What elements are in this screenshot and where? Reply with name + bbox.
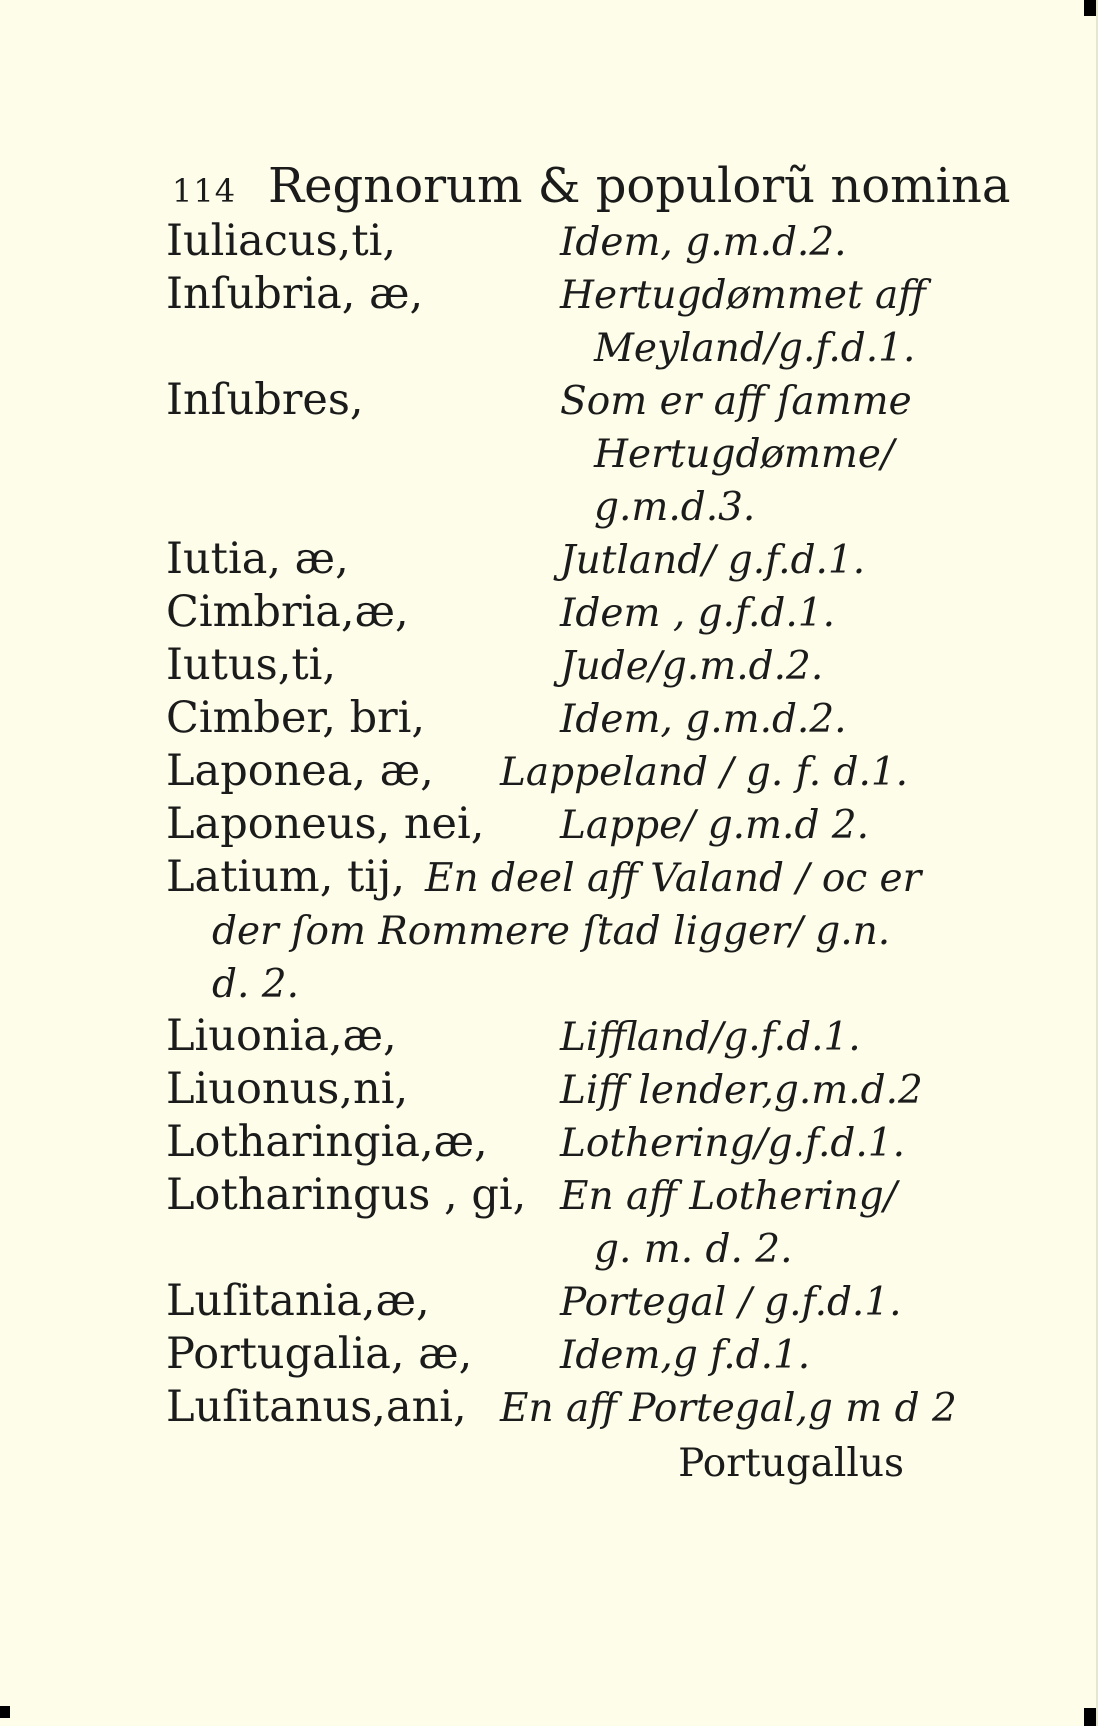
latin-term: Latium, tij, xyxy=(166,852,406,902)
entry-row xyxy=(160,1276,960,1329)
entry-row xyxy=(160,746,960,799)
danish-gloss: Jude/g.m.d.2. xyxy=(560,644,824,689)
entry-row xyxy=(160,428,960,481)
entry-row xyxy=(160,1011,960,1064)
danish-gloss: Lothering/g.f.d.1. xyxy=(560,1121,905,1166)
danish-gloss: Idem , g.f.d.1. xyxy=(560,591,835,636)
danish-gloss: d. 2. xyxy=(212,962,299,1007)
entry-row xyxy=(160,1329,960,1382)
danish-gloss: Liffland/g.f.d.1. xyxy=(560,1015,861,1060)
danish-gloss: Liff lender,g.m.d.2 xyxy=(560,1068,923,1113)
scan-margin-mark xyxy=(0,1706,10,1718)
entry-row xyxy=(160,1117,960,1170)
latin-term: Laponeus, nei, xyxy=(166,799,485,849)
entry-row xyxy=(160,269,960,322)
scan-edge-mark-top xyxy=(1084,0,1096,16)
latin-term: Luſitania,æ, xyxy=(166,1276,430,1326)
danish-gloss: Hertugdømmet aff xyxy=(560,273,926,318)
latin-term: Lotharingus , gi, xyxy=(166,1170,527,1220)
danish-gloss: En deel aff Valand / oc er xyxy=(425,856,922,901)
entry-row xyxy=(160,587,960,640)
latin-term: Liuonus,ni, xyxy=(166,1064,409,1114)
entry-row xyxy=(160,1223,960,1276)
latin-term: Luſitanus,ani, xyxy=(166,1382,467,1432)
entry-row xyxy=(160,216,960,269)
latin-term: Iutia, æ, xyxy=(166,534,349,584)
danish-gloss: En aff Portegal,g m d 2 xyxy=(500,1386,957,1431)
danish-gloss: Idem, g.m.d.2. xyxy=(560,697,847,742)
danish-gloss: Meyland/g.f.d.1. xyxy=(594,326,916,371)
entry-row xyxy=(160,905,960,958)
entry-row xyxy=(160,958,960,1011)
latin-term: Portugalia, æ, xyxy=(166,1329,473,1379)
scan-edge-mark-bottom xyxy=(1084,1708,1096,1726)
danish-gloss: Portegal / g.f.d.1. xyxy=(560,1280,902,1325)
text-block xyxy=(160,158,1011,1488)
danish-gloss: Lappeland / g. f. d.1. xyxy=(500,750,909,795)
latin-term: Laponea, æ, xyxy=(166,746,434,796)
entry-row xyxy=(160,1064,960,1117)
entry-row xyxy=(160,693,960,746)
latin-term: Cimber, bri, xyxy=(166,693,426,743)
catchword-row xyxy=(160,1435,960,1488)
catchword: Portugallus xyxy=(678,1441,904,1486)
danish-gloss: En aff Lothering/ xyxy=(560,1174,897,1219)
entry-row xyxy=(160,534,960,587)
danish-gloss: Idem,g f.d.1. xyxy=(560,1333,811,1378)
danish-gloss: g. m. d. 2. xyxy=(594,1227,793,1272)
latin-term: Iutus,ti, xyxy=(166,640,337,690)
entry-row xyxy=(160,481,960,534)
entry-row xyxy=(160,852,960,905)
latin-term: Inſubria, æ, xyxy=(166,269,424,319)
danish-gloss: Lappe/ g.m.d 2. xyxy=(560,803,870,848)
danish-gloss: Hertugdømme/ xyxy=(594,432,895,477)
danish-gloss: Jutland/ g.f.d.1. xyxy=(560,538,866,583)
entry-row xyxy=(160,1382,960,1435)
danish-gloss: Som er aff ſamme xyxy=(560,379,912,424)
page-header xyxy=(160,158,1011,216)
running-title: Regnorum & populorũ nomina xyxy=(268,158,1011,214)
danish-gloss: der ſom Rommere ſtad ligger/ g.n. xyxy=(212,909,891,954)
entry-row xyxy=(160,799,960,852)
entry-row xyxy=(160,1170,960,1223)
latin-term: Iuliacus,ti, xyxy=(166,216,397,266)
entry-row xyxy=(160,322,960,375)
latin-term: Inſubres, xyxy=(166,375,364,425)
latin-term: Liuonia,æ, xyxy=(166,1011,397,1061)
latin-term: Lotharingia,æ, xyxy=(166,1117,488,1167)
entry-row xyxy=(160,640,960,693)
entry-row xyxy=(160,375,960,428)
latin-term: Cimbria,æ, xyxy=(166,587,409,637)
danish-gloss: Idem, g.m.d.2. xyxy=(560,220,847,265)
danish-gloss: g.m.d.3. xyxy=(594,485,756,530)
page-number: 114 xyxy=(172,172,237,210)
